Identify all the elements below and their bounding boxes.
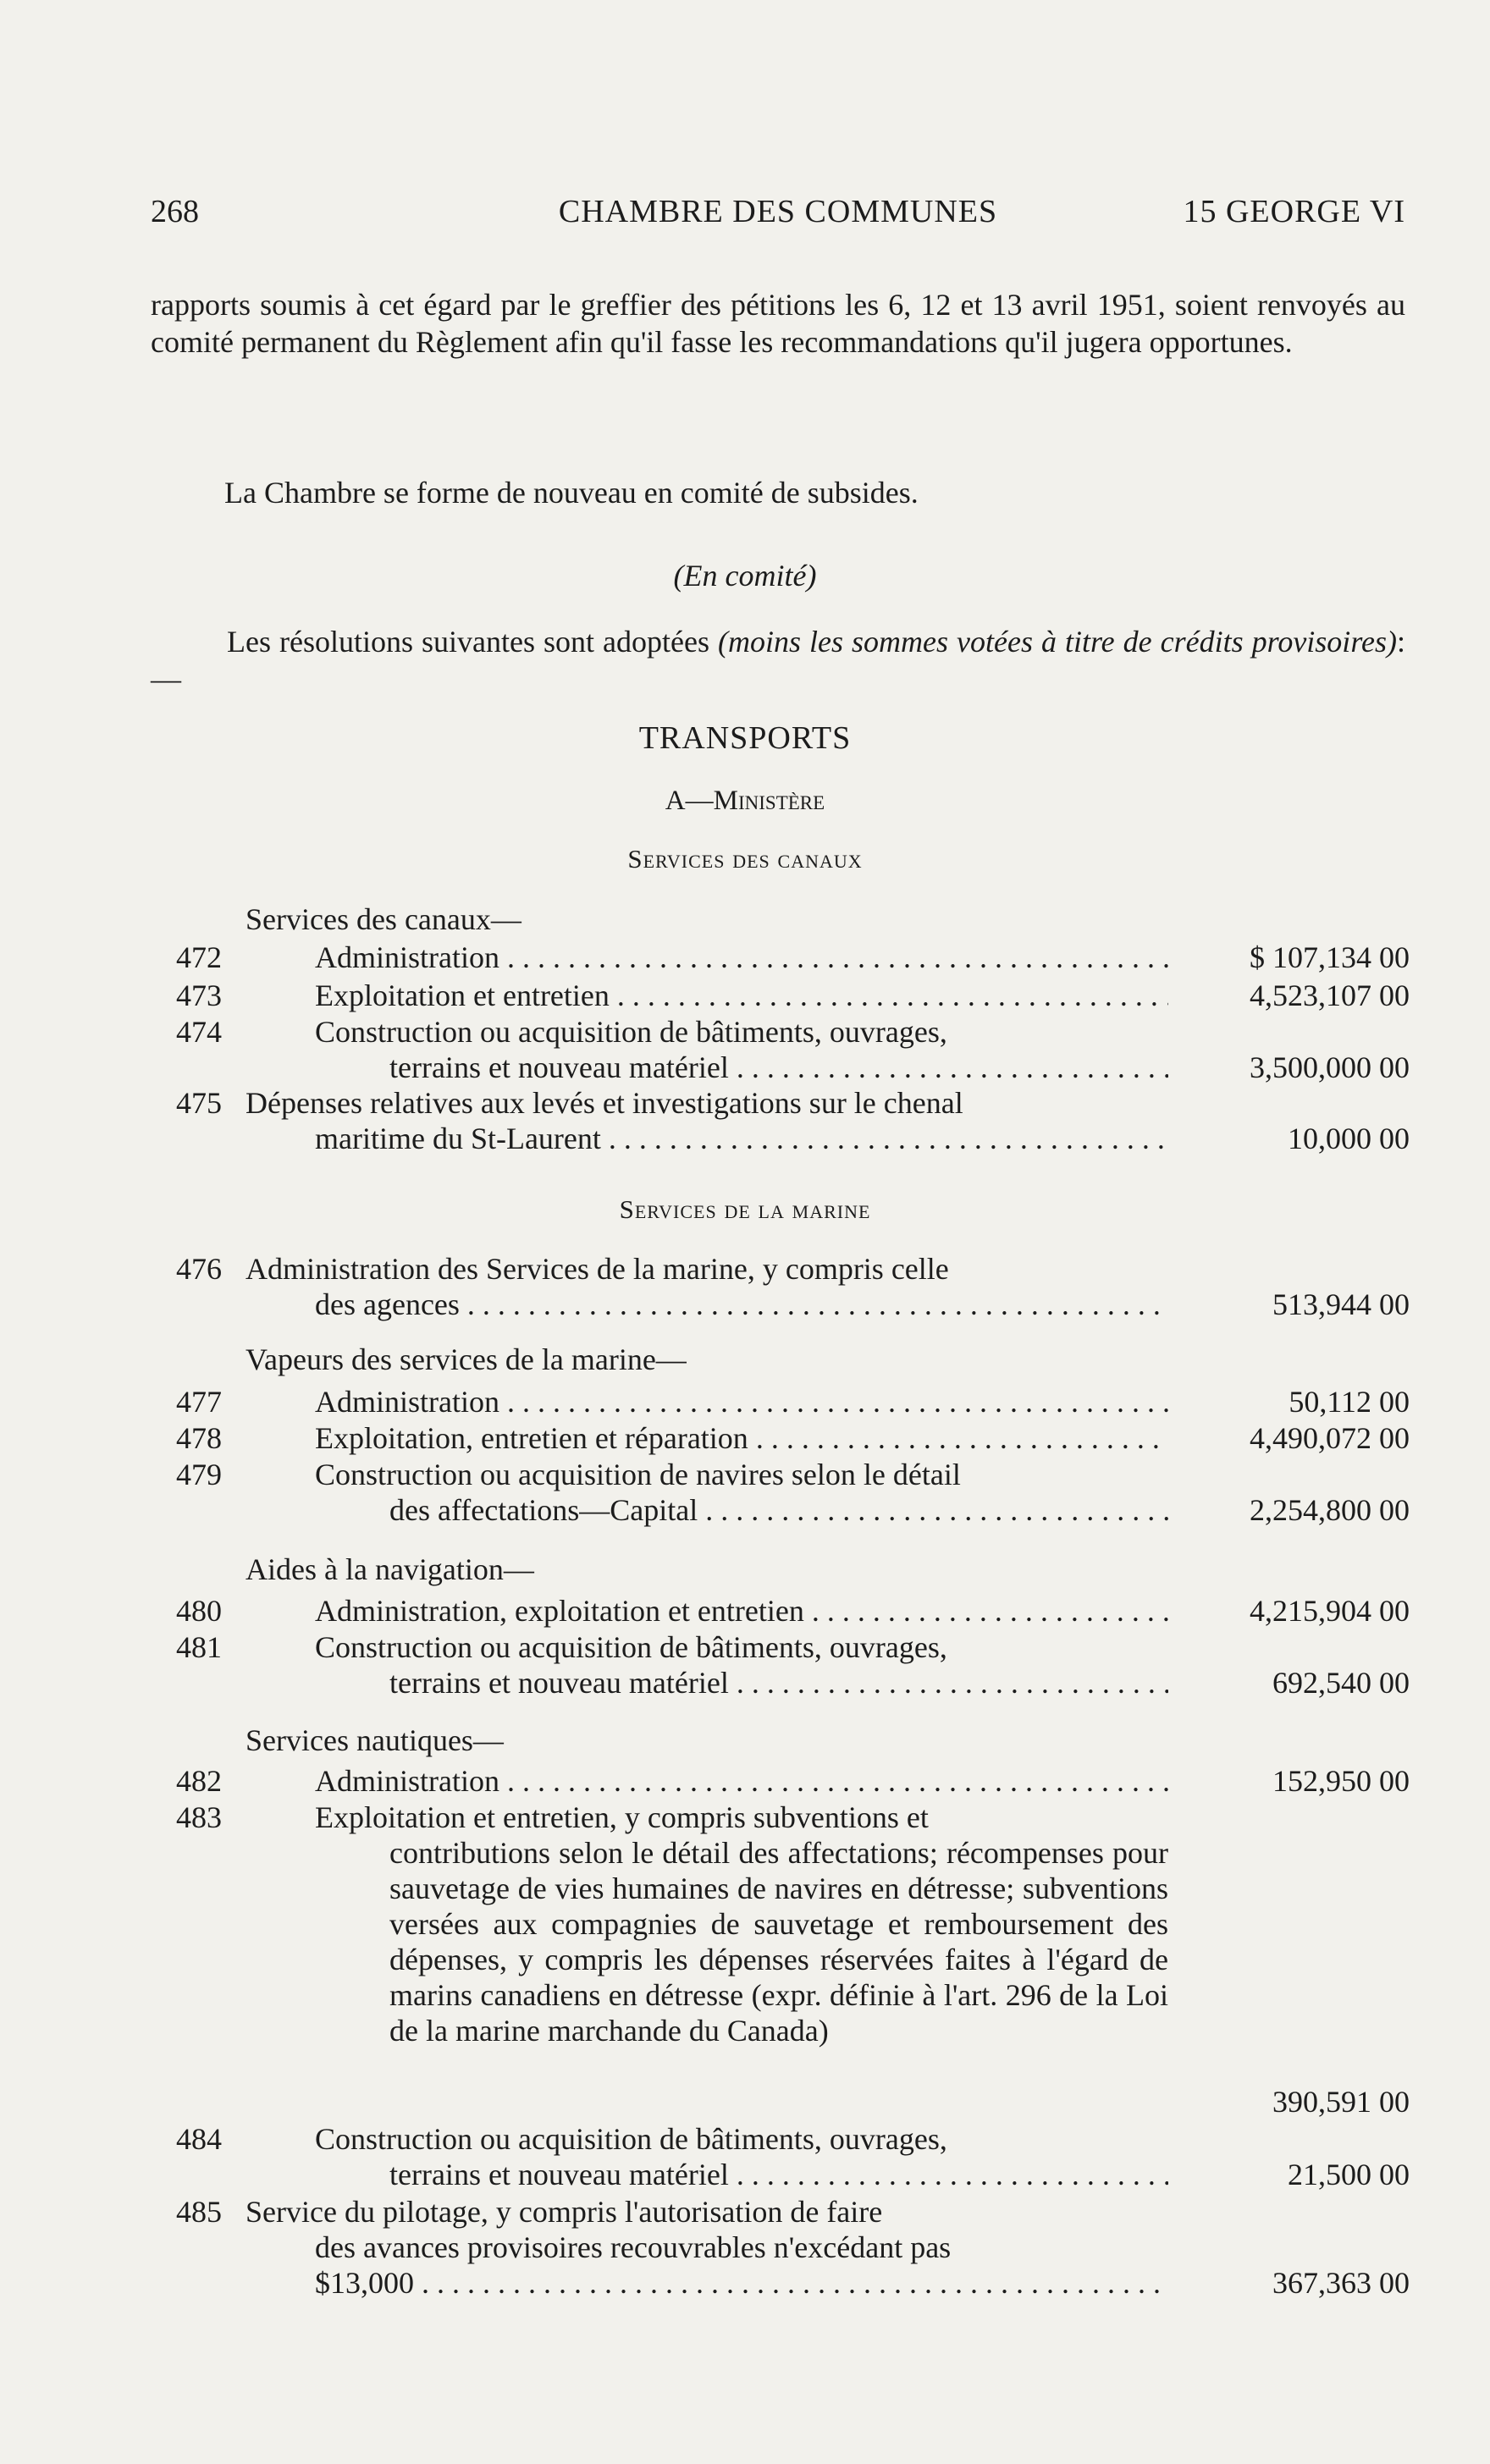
running-title: CHAMBRE DES COMMUNES xyxy=(558,194,998,229)
item-number: 475 xyxy=(176,1086,222,1120)
item-description: Administration . . . xyxy=(246,940,1168,975)
regnal-year: 15 GEORGE VI xyxy=(1183,194,1405,229)
item-number: 485 xyxy=(176,2195,222,2229)
item-amount: 4,215,904 00 xyxy=(1250,1594,1410,1628)
item-description: Construction ou acquisition de navires selon le détail des affectations—Capital . . . xyxy=(246,1457,1168,1528)
item-amount: 4,490,072 00 xyxy=(1250,1421,1410,1455)
item-number: 477 xyxy=(176,1385,222,1419)
item-description: Dépenses relatives aux levés et investigations sur le chenal maritime du St-Laurent . . . xyxy=(246,1085,1168,1156)
item-description: Administration, exploitation et entretien . . . xyxy=(246,1593,1168,1629)
item-number: 473 xyxy=(176,978,222,1012)
section-transports: TRANSPORTS xyxy=(638,720,852,756)
item-amount: 2,254,800 00 xyxy=(1250,1493,1410,1527)
item-amount: 692,540 00 xyxy=(1272,1666,1410,1700)
item-number: 479 xyxy=(176,1458,222,1491)
item-amount: 21,500 00 xyxy=(1288,2158,1410,2191)
group-canaux: Services des canaux— xyxy=(246,902,522,936)
item-number: 476 xyxy=(176,1252,222,1286)
paragraph-resolutions xyxy=(151,623,1405,697)
resolutions-colon: :— xyxy=(151,625,1405,696)
item-number: 480 xyxy=(176,1594,222,1628)
section-marine: Services de la marine xyxy=(619,1194,871,1224)
item-description: Service du pilotage, y compris l'autorisation de faire des avances provisoires recouvrables n'excédant pas $13,000 . . . xyxy=(246,2194,1168,2301)
section-ministere: A—Ministère xyxy=(665,786,825,816)
item-number: 474 xyxy=(176,1015,222,1049)
item-description: Exploitation et entretien . . . xyxy=(246,978,1168,1013)
page-header xyxy=(151,193,1405,235)
item-amount: 390,591 00 xyxy=(1272,2085,1410,2119)
item-description: Construction ou acquisition de bâtiments, ouvrages, terrains et nouveau matériel . . . xyxy=(246,1014,1168,1085)
resolutions-note: (moins les sommes votées à titre de crédits provisoires) xyxy=(717,625,1397,659)
item-number: 482 xyxy=(176,1764,222,1798)
item-number: 483 xyxy=(176,1800,222,1834)
group-aides: Aides à la navigation— xyxy=(246,1552,534,1586)
item-description: Administration des Services de la marine, y compris celle des agences . . . xyxy=(246,1251,1168,1322)
item-amount: 3,500,000 00 xyxy=(1250,1050,1410,1084)
paragraph-continuation: rapports soumis à cet égard par le greffier des pétitions les 6, 12 et 13 avril 1951, soient renvoyés au comité permanent du Règlement afin qu'il fasse les recommandations qu'il jugera opportunes. xyxy=(151,288,1405,359)
item-number: 481 xyxy=(176,1630,222,1664)
in-committee-note: (En comité) xyxy=(673,559,817,593)
item-description: Administration . . . xyxy=(246,1384,1168,1419)
item-amount: 4,523,107 00 xyxy=(1250,978,1410,1012)
group-vapeurs: Vapeurs des services de la marine— xyxy=(246,1342,687,1376)
item-amount: 513,944 00 xyxy=(1272,1287,1410,1321)
item-amount: 50,112 00 xyxy=(1289,1385,1410,1419)
item-description: Administration . . . xyxy=(246,1763,1168,1799)
item-number: 472 xyxy=(176,940,222,974)
resolutions-intro: Les résolutions suivantes sont adoptées xyxy=(227,625,718,659)
item-description: Construction ou acquisition de bâtiments, ouvrages, terrains et nouveau matériel . . . xyxy=(246,2121,1168,2192)
page-number: 268 xyxy=(151,194,199,229)
item-amount: $ 107,134 00 xyxy=(1250,940,1410,974)
item-amount: 10,000 00 xyxy=(1288,1122,1410,1155)
item-description: Construction ou acquisition de bâtiments, ouvrages, terrains et nouveau matériel . . . xyxy=(246,1629,1168,1701)
item-number: 478 xyxy=(176,1421,222,1455)
item-number: 484 xyxy=(176,2122,222,2156)
section-canaux: Services des canaux xyxy=(627,844,863,874)
item-amount: 152,950 00 xyxy=(1272,1764,1410,1798)
group-nautiques: Services nautiques— xyxy=(246,1723,504,1757)
item-description: Exploitation, entretien et réparation . . . xyxy=(246,1420,1168,1456)
item-amount: 367,363 00 xyxy=(1272,2266,1410,2300)
item-description: Exploitation et entretien, y compris subventions et contributions selon le détail des affectations; récompenses pour sauvetage de vies humaines de navires en détresse; subventions versées aux compagnies de sauvetage et remboursement des dépenses, y compris les dépenses réservées faites à l'égard de marins canadiens en détresse (expr. définie à l'art. 296 de la Loi de la marine marchande du Canada) xyxy=(315,1800,1168,2048)
paragraph-committee: La Chambre se forme de nouveau en comité de subsides. xyxy=(224,476,919,510)
